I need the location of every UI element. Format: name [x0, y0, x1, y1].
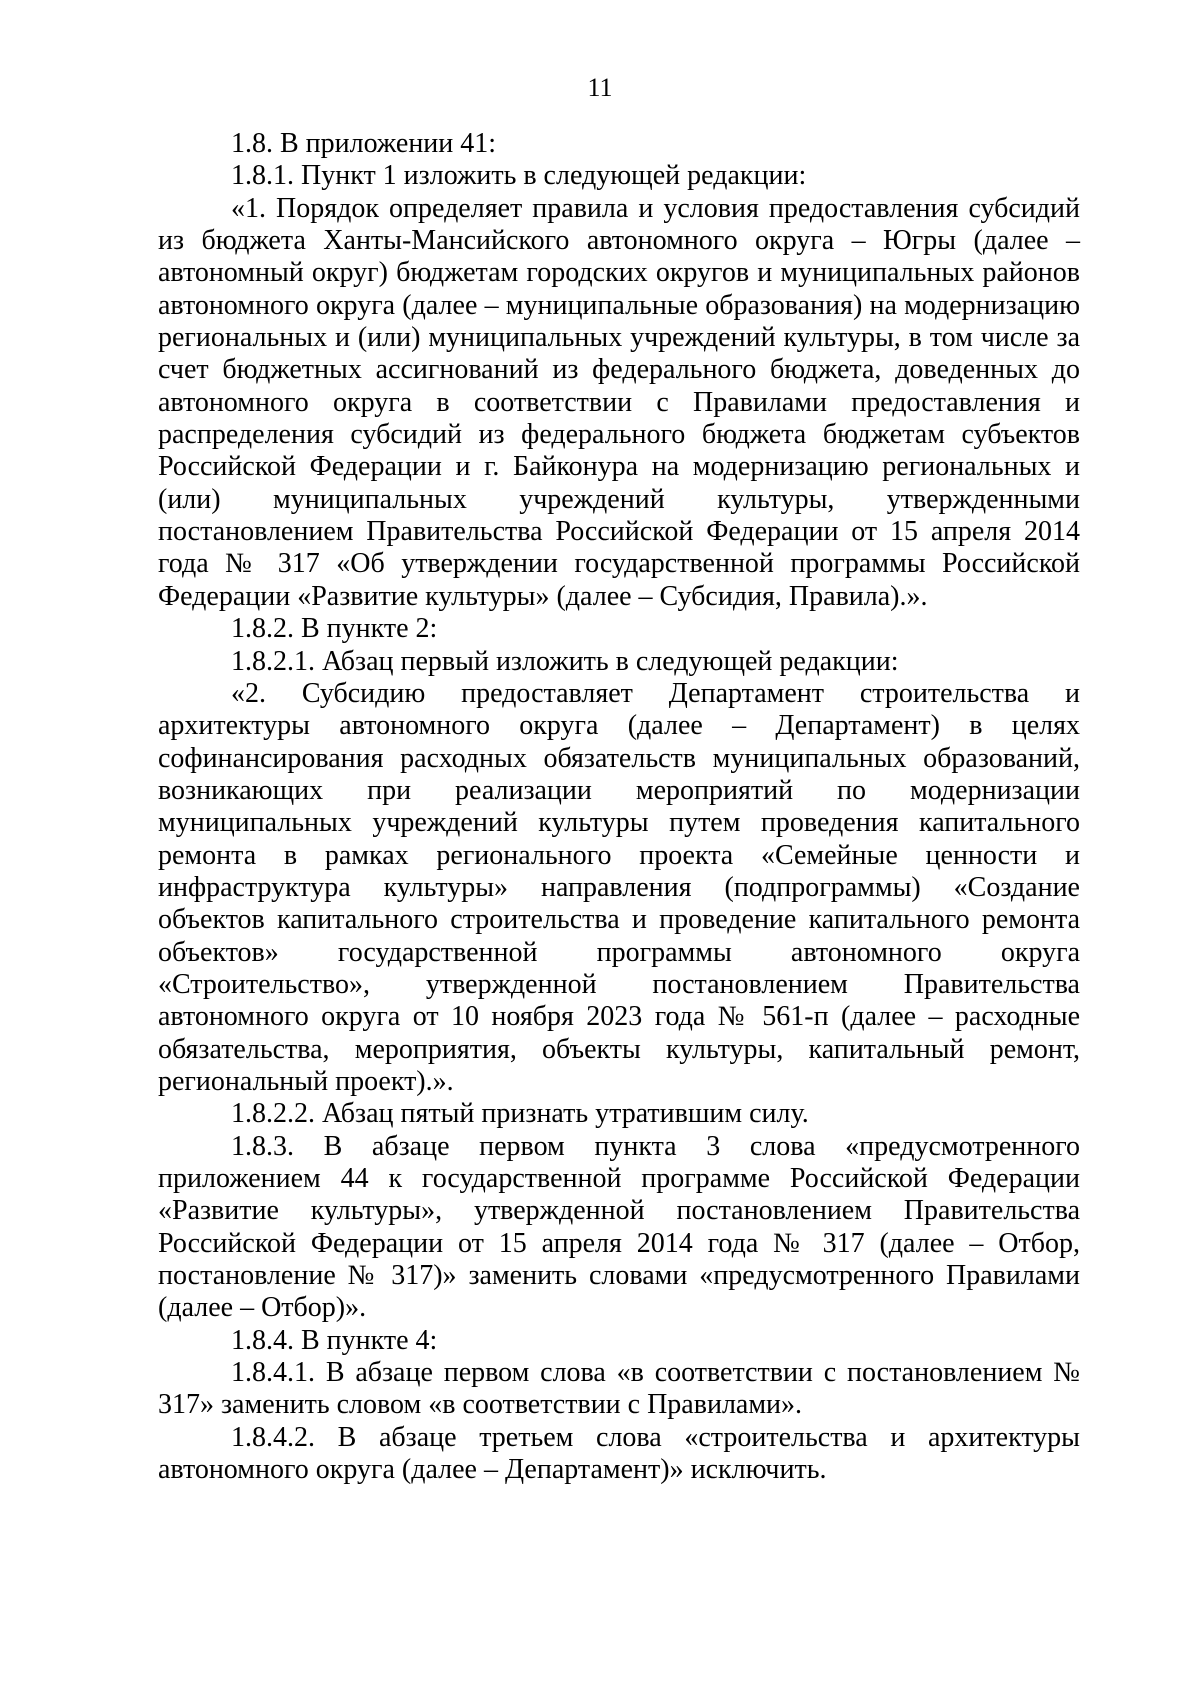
paragraph-quoted-point-1: «1. Порядок определяет правила и условия предоставления субсидий из бюджета Ханты-Мансийского автономного округа – Югры (далее – автономный округ) бюджетам городских округов и муниципальных районов автономного округа (далее – муниципальные образования) на модернизацию региональных и (или) муниципальных учреждений культуры, в том числе за счет бюджетных ассигнований из федерального бюджета, доведенных до автономного округа в соответствии с Правилами предоставления и распределения субсидий из федерального бюджета бюджетам субъектов Российской Федерации и г. Байконура на модернизацию региональных и (или) муниципальных учреждений культуры, утвержденными постановлением Правительства Российской Федерации от 15 апреля 2014 года № 317 «Об утверждении государственной программы Российской Федерации «Развитие культуры» (далее – Субсидия, Правила).».	[158, 192, 1080, 612]
paragraph-1-8-4-2: 1.8.4.2. В абзаце третьем слова «строительства и архитектуры автономного округа (далее – Департамент)» исключить.	[158, 1421, 1080, 1486]
paragraph-1-8-2-1: 1.8.2.1. Абзац первый изложить в следующей редакции:	[231, 645, 899, 677]
paragraph-1-8-4-1: 1.8.4.1. В абзаце первом слова «в соответствии с постановлением № 317» заменить словом «в соответствии с Правилами».	[158, 1357, 1080, 1421]
document-body	[158, 128, 1080, 1486]
page-number: 11	[587, 73, 613, 102]
paragraph-1-8-4: 1.8.4. В пункте 4:	[231, 1324, 438, 1356]
paragraph-1-8: 1.8. В приложении 41:	[231, 128, 497, 159]
paragraph-quoted-point-2: «2. Субсидию предоставляет Департамент строительства и архитектуры автономного округа (далее – Департамент) в целях софинансирования расходных обязательств муниципальных образований, возникающих при реализации мероприятий по модернизации муниципальных учреждений культуры путем проведения капитального ремонта в рамках регионального проекта «Семейные ценности и инфраструктура культуры» направления (подпрограммы) «Создание объектов капитального строительства и проведение капитального ремонта объектов» государственной программы автономного округа «Строительство», утвержденной постановлением Правительства автономного округа от 10 ноября 2023 года № 561-п (далее – расходные обязательства, мероприятия, объекты культуры, капитальный ремонт, региональный проект).».	[158, 677, 1080, 1097]
paragraph-1-8-1: 1.8.1. Пункт 1 изложить в следующей редакции:	[231, 160, 807, 192]
paragraph-1-8-2: 1.8.2. В пункте 2:	[231, 613, 438, 645]
paragraph-1-8-2-2: 1.8.2.2. Абзац пятый признать утратившим силу.	[231, 1098, 809, 1130]
paragraph-1-8-3: 1.8.3. В абзаце первом пункта 3 слова «предусмотренного приложением 44 к государственной программе Российской Федерации «Развитие культуры», утвержденной постановлением Правительства Российской Федерации от 15 апреля 2014 года № 317 (далее – Отбор, постановление № 317)» заменить словами «предусмотренного Правилами (далее – Отбор)».	[158, 1130, 1080, 1324]
